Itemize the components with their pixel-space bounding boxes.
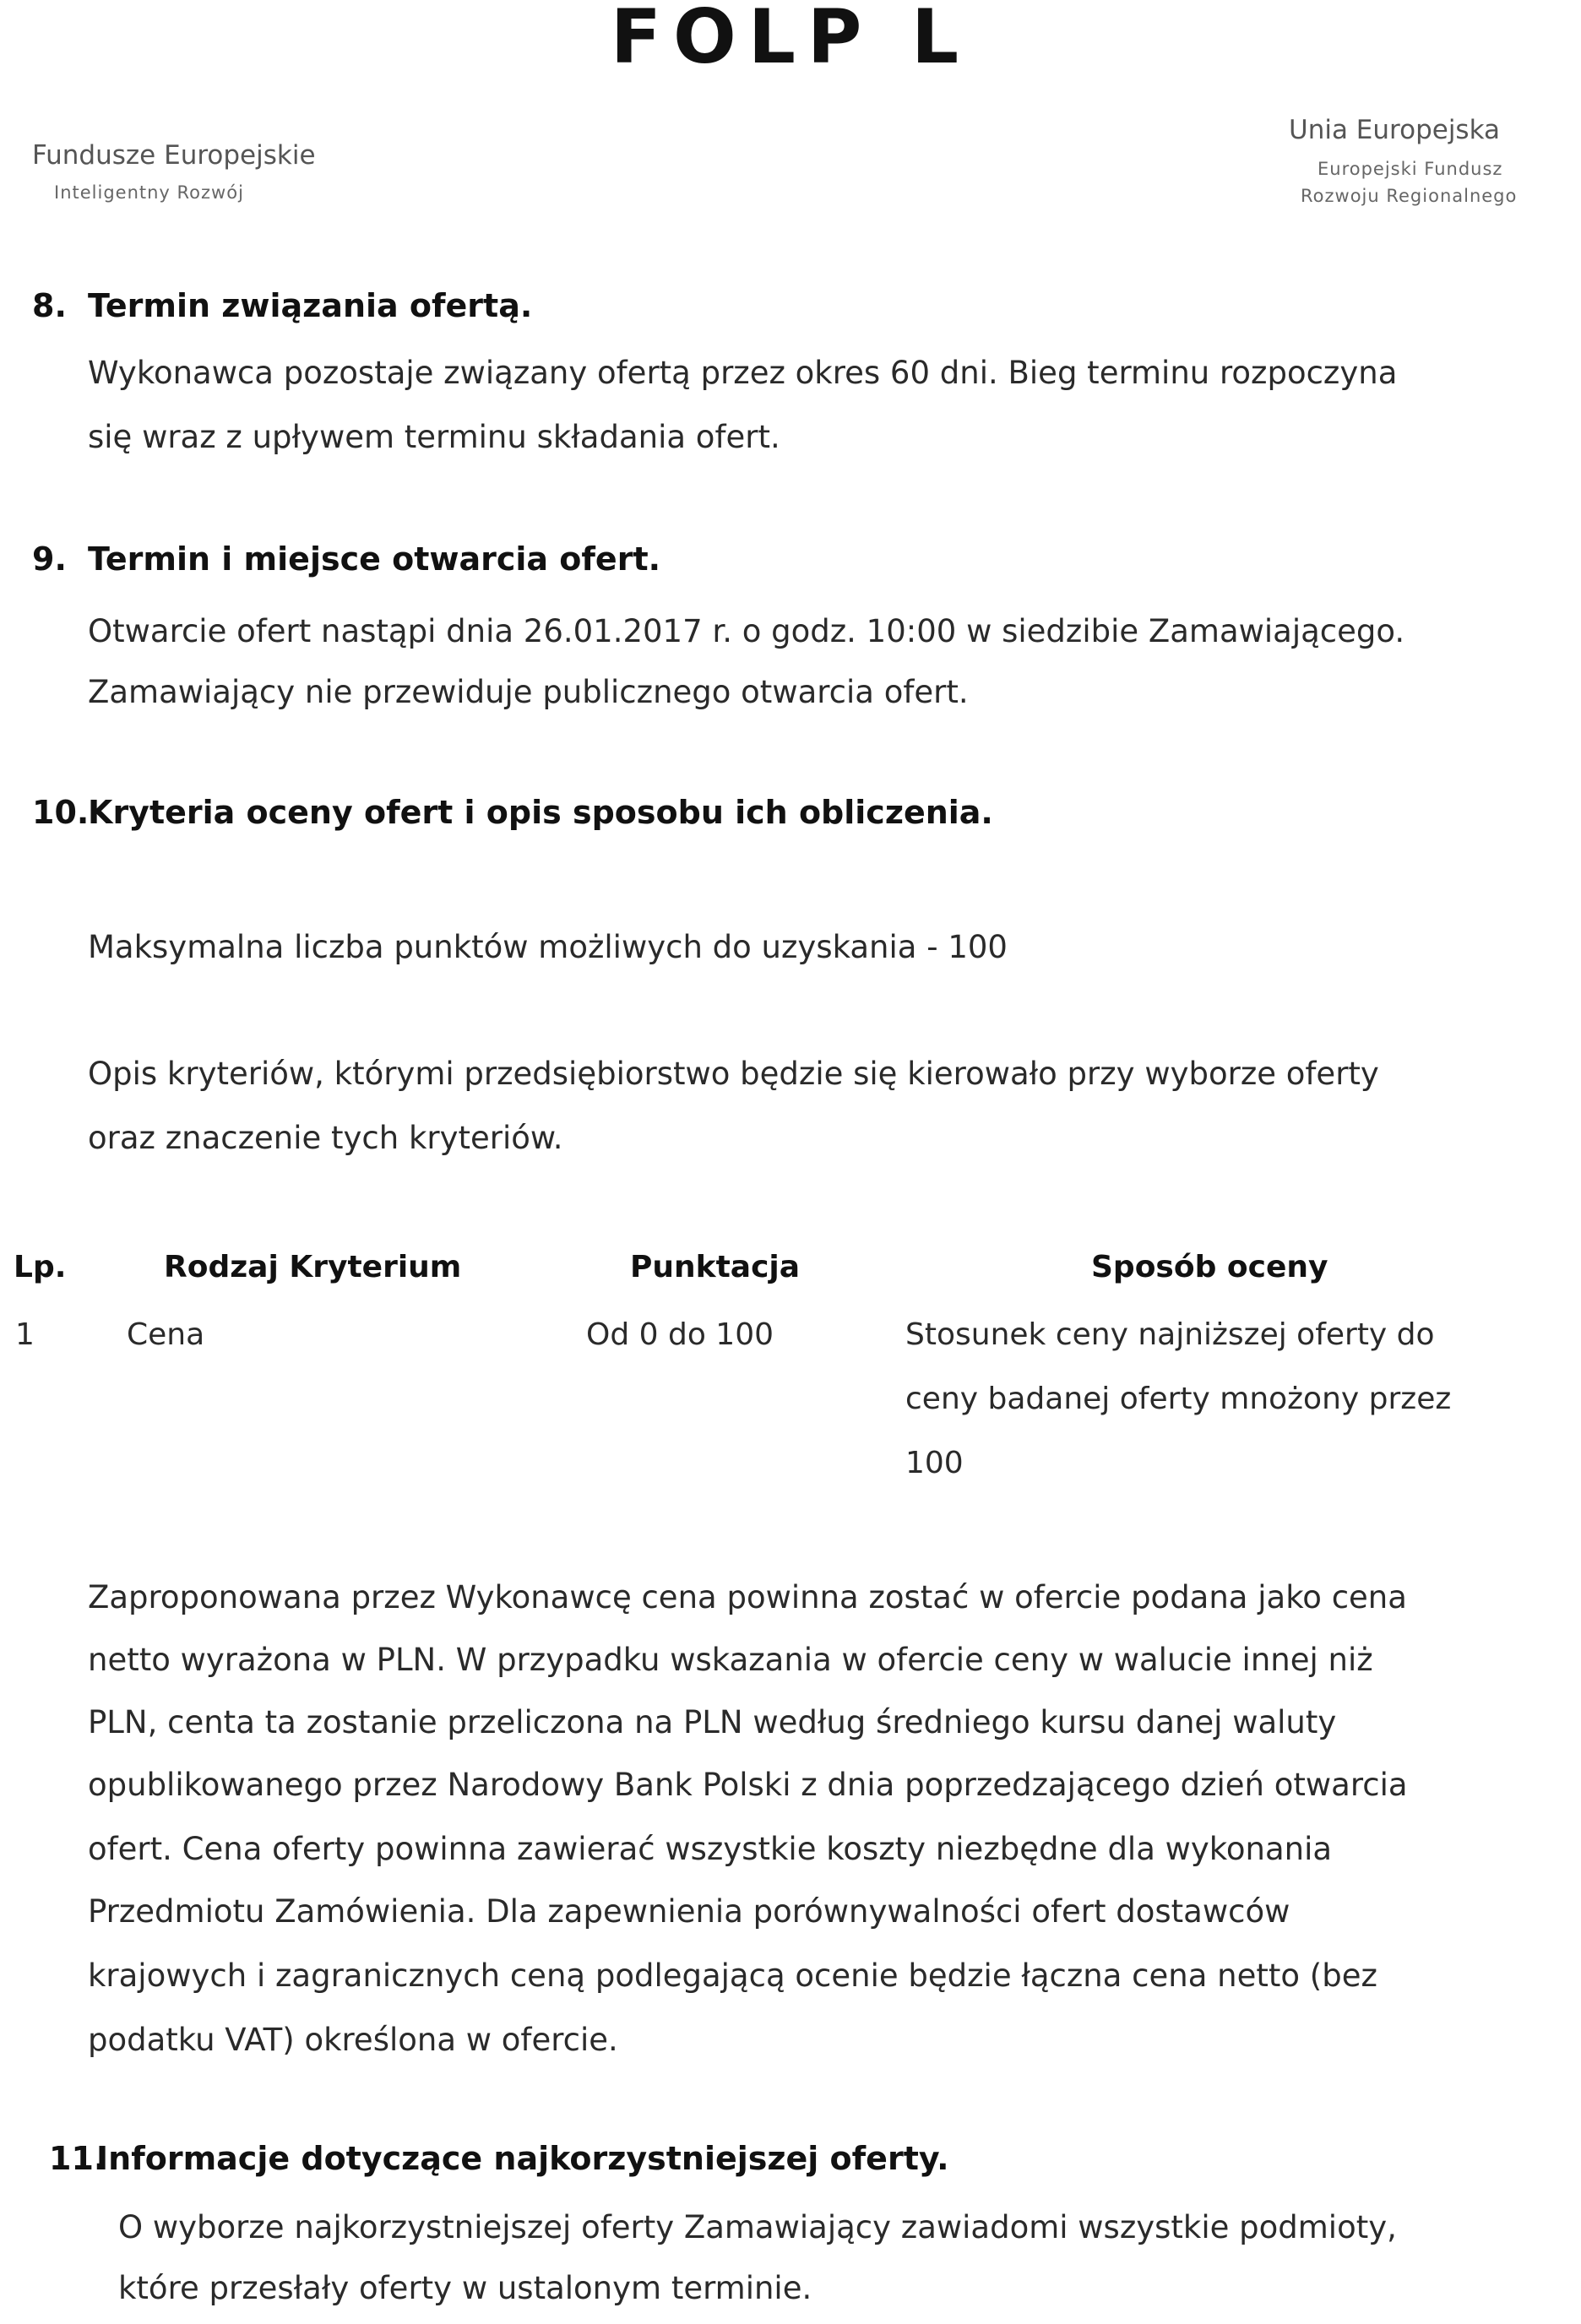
row-method-line-1: Stosunek ceny najniższej oferty do: [905, 1317, 1435, 1352]
price-line-5: ofert. Cena oferty powinna zawierać wszystkie koszty niezbędne dla wykonania: [88, 1831, 1333, 1867]
fundusze-title: Fundusze Europejskie: [32, 140, 316, 171]
price-line-6: Przedmiotu Zamówienia. Dla zapewnienia porównywalności ofert dostawców: [88, 1893, 1290, 1930]
max-points-text: Maksymalna liczba punktów możliwych do uzyskania - 100: [88, 929, 1008, 965]
price-line-1: Zaproponowana przez Wykonawcę cena powinna zostać w ofercie podana jako cena: [88, 1579, 1407, 1615]
price-line-8: podatku VAT) określona w ofercie.: [88, 2022, 618, 2058]
table-header-points: Punktacja: [630, 1250, 801, 1284]
row-method-line-2: ceny badanej oferty mnożony przez: [905, 1382, 1452, 1416]
section-8-title: Termin związania ofertą.: [88, 287, 533, 324]
section-8-number: 8.: [32, 287, 67, 324]
section-9-line-1: Otwarcie ofert nastąpi dnia 26.01.2017 r. o godz. 10:00 w siedzibie Zamawiającego.: [88, 613, 1405, 649]
price-line-2: netto wyrażona w PLN. W przypadku wskazania w ofercie ceny w walucie innej niż: [88, 1642, 1373, 1678]
section-10-title: Kryteria oceny ofert i opis sposobu ich obliczenia.: [88, 794, 993, 831]
section-11-line-1: O wyborze najkorzystniejszej oferty Zamawiający zawiadomi wszystkie podmioty,: [118, 2209, 1397, 2245]
price-line-3: PLN, centa ta zostanie przeliczona na PLN według średniego kursu danej waluty: [88, 1704, 1337, 1740]
unia-subtitle-2: Rozwoju Regionalnego: [1301, 186, 1518, 206]
table-header-lp: Lp.: [14, 1250, 67, 1284]
section-11-number: 11.: [49, 2140, 106, 2177]
section-9-line-2: Zamawiający nie przewiduje publicznego otwarcia ofert.: [88, 674, 969, 710]
section-8-line-1: Wykonawca pozostaje związany ofertą przez okres 60 dni. Bieg terminu rozpoczyna: [88, 355, 1398, 391]
row-method-line-3: 100: [905, 1446, 964, 1480]
price-line-7: krajowych i zagranicznych ceną podlegającą ocenie będzie łączna cena netto (bez: [88, 1957, 1377, 1994]
section-9-number: 9.: [32, 540, 67, 578]
criteria-intro-line-2: oraz znaczenie tych kryteriów.: [88, 1120, 563, 1156]
row-lp: 1: [15, 1317, 35, 1352]
unia-title: Unia Europejska: [1289, 115, 1500, 145]
row-points: Od 0 do 100: [586, 1317, 774, 1352]
price-line-4: opublikowanego przez Narodowy Bank Polski z dnia poprzedzającego dzień otwarcia: [88, 1767, 1408, 1803]
fundusze-subtitle: Inteligentny Rozwój: [54, 182, 244, 203]
section-8-line-2: się wraz z upływem terminu składania ofert.: [88, 419, 780, 455]
row-kind: Cena: [127, 1317, 205, 1352]
unia-subtitle-1: Europejski Fundusz: [1318, 159, 1503, 179]
section-11-title: Informacje dotyczące najkorzystniejszej oferty.: [96, 2140, 949, 2177]
logo-text: FOLP L: [610, 0, 971, 80]
section-10-number: 10.: [32, 794, 90, 831]
table-header-kind: Rodzaj Kryterium: [164, 1250, 462, 1284]
section-9-title: Termin i miejsce otwarcia ofert.: [88, 540, 661, 578]
section-11-line-2: które przesłały oferty w ustalonym terminie.: [118, 2270, 812, 2306]
table-header-method: Sposób oceny: [1091, 1250, 1328, 1284]
criteria-intro-line-1: Opis kryteriów, którymi przedsiębiorstwo będzie się kierowało przy wyborze oferty: [88, 1056, 1379, 1092]
